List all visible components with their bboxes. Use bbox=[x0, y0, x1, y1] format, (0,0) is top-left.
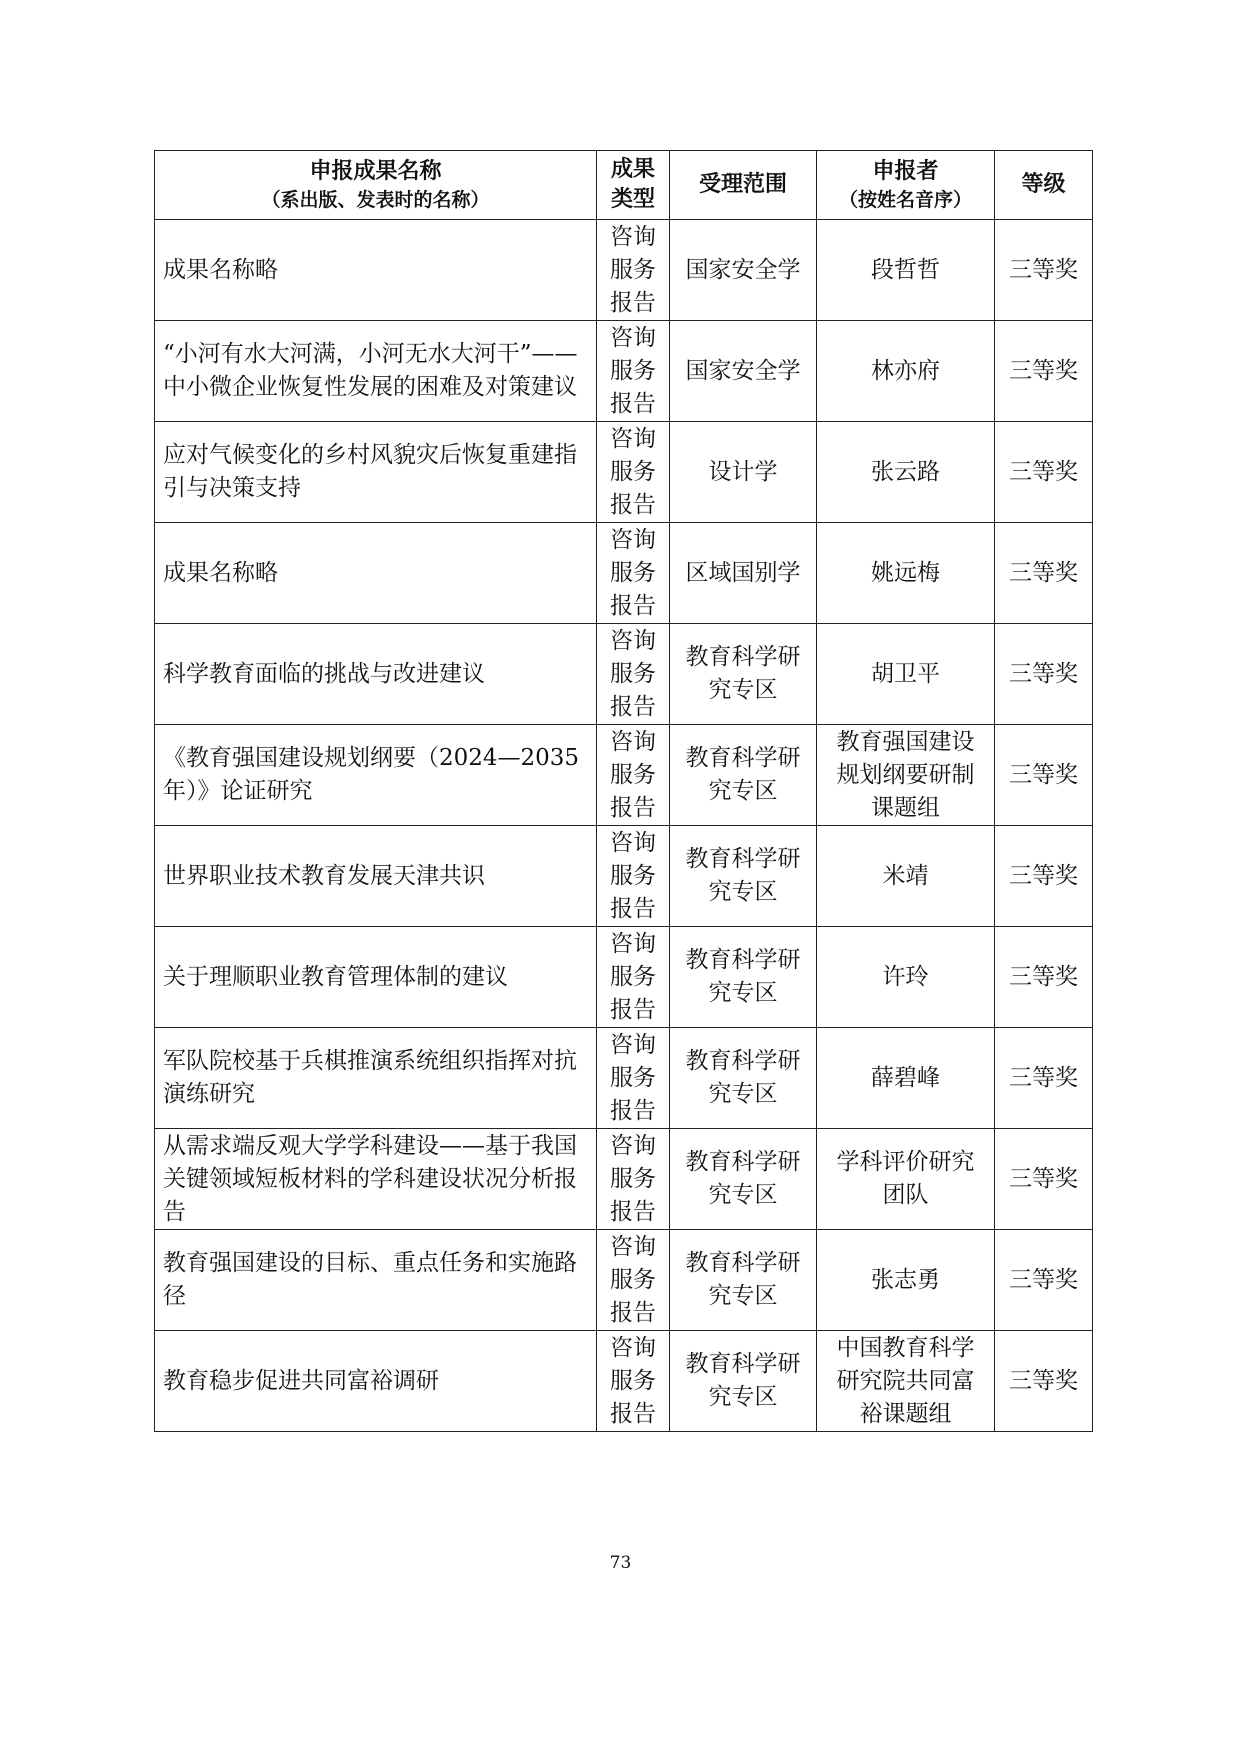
cell-name: 关于理顺职业教育管理体制的建议 bbox=[155, 927, 597, 1028]
cell-scope bbox=[670, 321, 817, 422]
cell-name: 《教育强国建设规划纲要（2024—2035年）》论证研究 bbox=[155, 725, 597, 826]
cell-type-text: 咨询服务报告 bbox=[610, 1334, 656, 1427]
cell-scope-text: 国家安全学 bbox=[685, 357, 801, 384]
cell-scope-text: 教育科学研究专区 bbox=[685, 1351, 801, 1410]
cell-scope-text: 教育科学研究专区 bbox=[685, 1149, 801, 1208]
cell-scope bbox=[670, 624, 817, 725]
cell-type bbox=[597, 927, 670, 1028]
table-row bbox=[155, 220, 1093, 321]
cell-scope bbox=[670, 1331, 817, 1432]
cell-author bbox=[817, 1129, 995, 1230]
cell-type bbox=[597, 523, 670, 624]
cell-scope-text: 国家安全学 bbox=[685, 256, 801, 283]
cell-grade: 三等奖 bbox=[995, 1028, 1093, 1129]
cell-author-text: 许玲 bbox=[882, 963, 929, 990]
cell-name: 军队院校基于兵棋推演系统组织指挥对抗演练研究 bbox=[155, 1028, 597, 1129]
cell-name: 成果名称略 bbox=[155, 523, 597, 624]
cell-author bbox=[817, 321, 995, 422]
cell-type bbox=[597, 826, 670, 927]
cell-type bbox=[597, 1230, 670, 1331]
header-scope: 受理范围 bbox=[670, 151, 817, 220]
cell-type bbox=[597, 1028, 670, 1129]
cell-type-text: 咨询服务报告 bbox=[610, 324, 656, 417]
cell-author bbox=[817, 422, 995, 523]
cell-author bbox=[817, 1028, 995, 1129]
cell-grade: 三等奖 bbox=[995, 927, 1093, 1028]
table-row bbox=[155, 523, 1093, 624]
cell-type-text: 咨询服务报告 bbox=[610, 627, 656, 720]
cell-name: 科学教育面临的挑战与改进建议 bbox=[155, 624, 597, 725]
cell-type bbox=[597, 220, 670, 321]
awards-table bbox=[154, 150, 1093, 1432]
cell-grade: 三等奖 bbox=[995, 220, 1093, 321]
header-author-sub: （按姓名音序） bbox=[838, 189, 972, 211]
cell-type-text: 咨询服务报告 bbox=[610, 425, 656, 518]
cell-scope-text: 区域国别学 bbox=[685, 559, 801, 586]
cell-grade: 三等奖 bbox=[995, 826, 1093, 927]
cell-type bbox=[597, 321, 670, 422]
table-row bbox=[155, 1129, 1093, 1230]
header-author-main: 申报者 bbox=[872, 159, 939, 184]
page-number: 73 bbox=[609, 1553, 632, 1573]
cell-scope-text: 教育科学研究专区 bbox=[685, 745, 801, 804]
cell-author-text: 张志勇 bbox=[871, 1266, 940, 1293]
table-row bbox=[155, 1028, 1093, 1129]
cell-type bbox=[597, 1129, 670, 1230]
cell-author bbox=[817, 1331, 995, 1432]
header-name-main: 申报成果名称 bbox=[309, 159, 442, 184]
cell-author bbox=[817, 927, 995, 1028]
cell-grade: 三等奖 bbox=[995, 1331, 1093, 1432]
cell-type bbox=[597, 1331, 670, 1432]
cell-author-text: 教育强国建设规划纲要研制课题组 bbox=[836, 728, 975, 821]
cell-name: 成果名称略 bbox=[155, 220, 597, 321]
cell-author bbox=[817, 523, 995, 624]
cell-scope bbox=[670, 1028, 817, 1129]
cell-type bbox=[597, 422, 670, 523]
cell-scope-text: 教育科学研究专区 bbox=[685, 846, 801, 905]
cell-grade: 三等奖 bbox=[995, 624, 1093, 725]
cell-type-text: 咨询服务报告 bbox=[610, 223, 656, 316]
header-grade: 等级 bbox=[995, 151, 1093, 220]
header-type-label: 成果类型 bbox=[610, 157, 655, 212]
cell-author bbox=[817, 220, 995, 321]
cell-grade: 三等奖 bbox=[995, 523, 1093, 624]
cell-scope bbox=[670, 523, 817, 624]
cell-type-text: 咨询服务报告 bbox=[610, 930, 656, 1023]
table-row bbox=[155, 1230, 1093, 1331]
cell-type bbox=[597, 624, 670, 725]
cell-type-text: 咨询服务报告 bbox=[610, 526, 656, 619]
table-row bbox=[155, 321, 1093, 422]
cell-name: 从需求端反观大学学科建设——基于我国关键领域短板材料的学科建设状况分析报告 bbox=[155, 1129, 597, 1230]
table-row bbox=[155, 422, 1093, 523]
cell-author-text: 中国教育科学研究院共同富裕课题组 bbox=[836, 1334, 975, 1427]
cell-scope-text: 设计学 bbox=[708, 458, 778, 485]
cell-name: 应对气候变化的乡村风貌灾后恢复重建指引与决策支持 bbox=[155, 422, 597, 523]
table-body bbox=[155, 220, 1093, 1432]
table-row bbox=[155, 826, 1093, 927]
table-row bbox=[155, 927, 1093, 1028]
header-name bbox=[155, 151, 597, 220]
cell-type bbox=[597, 725, 670, 826]
cell-type-text: 咨询服务报告 bbox=[610, 1031, 656, 1124]
cell-author-text: 段哲哲 bbox=[871, 256, 940, 283]
cell-grade: 三等奖 bbox=[995, 1129, 1093, 1230]
cell-author-text: 姚远梅 bbox=[871, 559, 940, 586]
cell-grade: 三等奖 bbox=[995, 725, 1093, 826]
cell-scope bbox=[670, 422, 817, 523]
cell-type-text: 咨询服务报告 bbox=[610, 1233, 656, 1326]
cell-scope-text: 教育科学研究专区 bbox=[685, 947, 801, 1006]
cell-type-text: 咨询服务报告 bbox=[610, 728, 656, 821]
cell-author bbox=[817, 826, 995, 927]
cell-scope-text: 教育科学研究专区 bbox=[685, 1048, 801, 1107]
header-author bbox=[817, 151, 995, 220]
cell-author-text: 张云路 bbox=[871, 458, 940, 485]
cell-author-text: 胡卫平 bbox=[871, 660, 940, 687]
cell-scope bbox=[670, 725, 817, 826]
cell-author bbox=[817, 1230, 995, 1331]
cell-scope bbox=[670, 1129, 817, 1230]
header-type bbox=[597, 151, 670, 220]
cell-name: 世界职业技术教育发展天津共识 bbox=[155, 826, 597, 927]
cell-scope-text: 教育科学研究专区 bbox=[685, 644, 801, 703]
table-row bbox=[155, 725, 1093, 826]
table-header-row bbox=[155, 151, 1093, 220]
cell-grade: 三等奖 bbox=[995, 422, 1093, 523]
cell-author-text: 米靖 bbox=[882, 862, 929, 889]
cell-name: 教育强国建设的目标、重点任务和实施路径 bbox=[155, 1230, 597, 1331]
cell-type-text: 咨询服务报告 bbox=[610, 1132, 656, 1225]
cell-scope-text: 教育科学研究专区 bbox=[685, 1250, 801, 1309]
table-row bbox=[155, 624, 1093, 725]
cell-scope bbox=[670, 826, 817, 927]
cell-author-text: 林亦府 bbox=[871, 357, 940, 384]
cell-grade: 三等奖 bbox=[995, 321, 1093, 422]
cell-name: “小河有水大河满，小河无水大河干”——中小微企业恢复性发展的困难及对策建议 bbox=[155, 321, 597, 422]
cell-scope bbox=[670, 927, 817, 1028]
header-name-sub: （系出版、发表时的名称） bbox=[261, 189, 490, 211]
cell-grade: 三等奖 bbox=[995, 1230, 1093, 1331]
cell-name: 教育稳步促进共同富裕调研 bbox=[155, 1331, 597, 1432]
cell-author-text: 学科评价研究团队 bbox=[836, 1149, 975, 1208]
cell-author bbox=[817, 624, 995, 725]
cell-scope bbox=[670, 1230, 817, 1331]
cell-scope bbox=[670, 220, 817, 321]
cell-author bbox=[817, 725, 995, 826]
cell-type-text: 咨询服务报告 bbox=[610, 829, 656, 922]
cell-author-text: 薛碧峰 bbox=[871, 1064, 940, 1091]
table-row bbox=[155, 1331, 1093, 1432]
